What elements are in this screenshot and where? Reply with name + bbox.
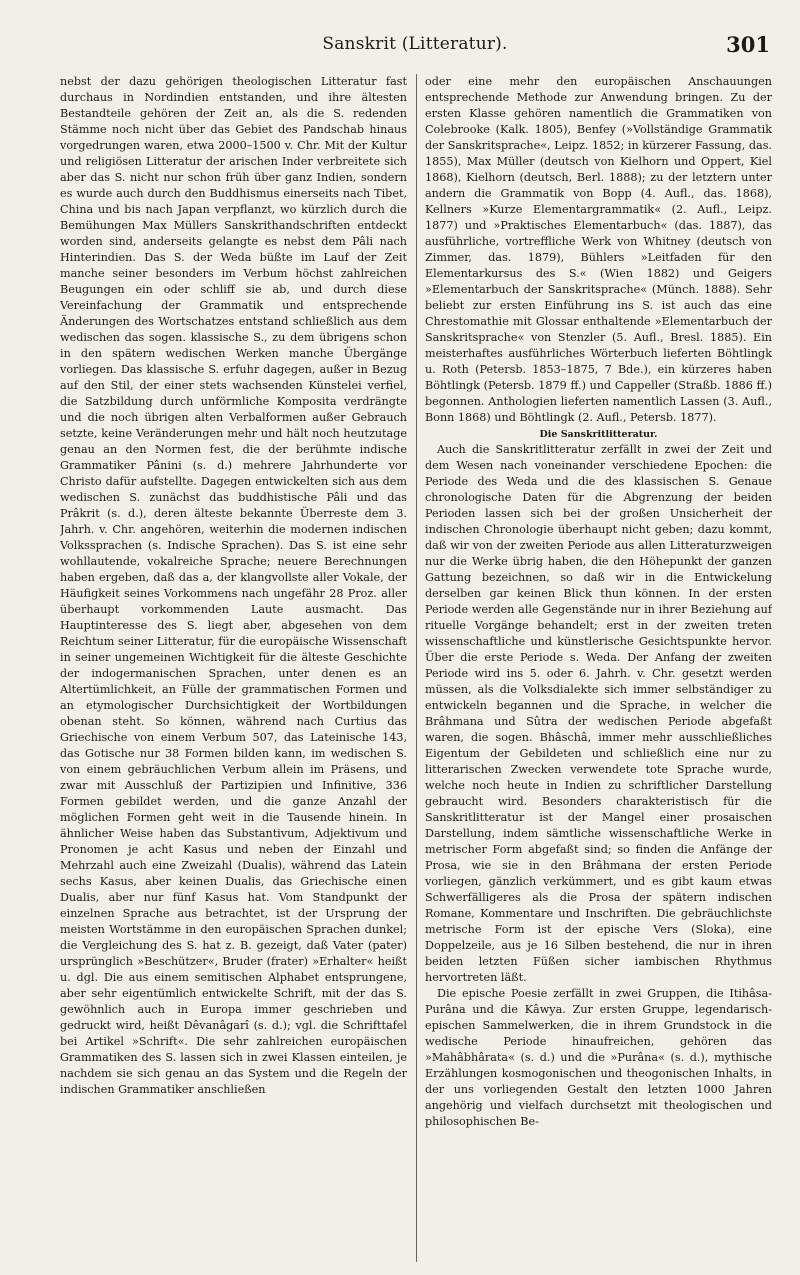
page-number: 301 bbox=[726, 32, 770, 57]
left-column bbox=[60, 74, 407, 1262]
text-columns bbox=[60, 74, 772, 1264]
paragraph: oder eine mehr den europäischen Anschauungen entsprechende Methode zur Anwendung bringen. Zu der ersten Klasse gehören namentlich die Grammatiken von Colebrooke (Kalk. 1805), Benfey (»Vollständige Grammatik der Sanskritsprache«, Leipz. 1852; in kürzerer Fassung, das. 1855), Max Müller (deutsch von Kielhorn und Oppert, Kiel 1868), Kielhorn (deutsch, Berl. 1888); zu der letztern unter andern die Grammatik von Bopp (4. Aufl., das. 1868), Kellners »Kurze Elementargrammatik« (2. Aufl., Leipz. 1877) und »Praktisches Elementarbuch« (das. 1887), das ausführliche, vortreffliche Werk von Whitney (deutsch von Zimmer, das. 1879), Bühlers »Leitfaden für den Elementarkursus des S.« (Wien 1882) und Geigers »Elementarbuch der Sanskritsprache« (Münch. 1888). Sehr beliebt zur ersten Einführung ins S. ist auch das eine Chrestomathie mit Glossar enthaltende »Elementarbuch der Sanskritsprache« von Stenzler (5. Aufl., Bresl. 1885). Ein meisterhaftes ausführliches Wörterbuch lieferten Böhtlingk u. Roth (Petersb. 1853–1875, 7 Bde.), ein kürzeres haben Böhtlingk (Petersb. 1879 ff.) und Cappeller (Straßb. 1886 ff.) begonnen. Anthologien lieferten namentlich Lassen (3. Aufl., Bonn 1868) und Böhtlingk (2. Aufl., Petersb. 1877). bbox=[425, 75, 772, 424]
paragraph: nebst der dazu gehörigen theologischen Litteratur fast durchaus in Nordindien entstanden, und ihre ältesten Bestandteile gehören der Zeit an, als die S. redenden Stämme noch nicht über das Gebiet des Pandschab hinaus vorgedrungen waren, etwa 2000–1500 v. Chr. Mit der Kultur und religiösen Litteratur der arischen Inder verbreitete sich aber das S. nicht nur schon früh über ganz Indien, sondern es wurde auch durch den Buddhismus einerseits nach Tibet, China und bis nach Japan verpflanzt, wo kürzlich durch die Bemühungen Max Müllers Sanskrithandschriften entdeckt worden sind, anderseits gelangte es nebst dem Pâli nach Hinterindien. Das S. der Weda büßte im Lauf der Zeit manche seiner besonders im Verbum höchst zahlreichen Beugungen ein oder schliff sie ab, und durch diese Vereinfachung der Grammatik und entsprechende Änderungen des Wortschatzes entstand schließlich aus dem wedischen das sogen. klassische S., zu dem übrigens schon in den spätern wedischen Werken manche Übergänge vorliegen. Das klassische S. erfuhr dagegen, außer in Bezug auf den Stil, der einer stets wachsenden Künstelei verfiel, die Satzbildung durch unförmliche Komposita verdrängte und die noch übrigen alten Verbalformen außer Gebrauch setzte, keine Veränderungen mehr und hält noch heutzutage genau an den Normen fest, die der berühmte indische Grammatiker Pânini (s. d.) mehrere Jahrhunderte vor Christo dafür aufstellte. Dagegen entwickelten sich aus dem wedischen S. zunächst das buddhistische Pâli und das Prâkrit (s. d.), deren älteste bekannte Überreste dem 3. Jahrh. v. Chr. angehören, weiterhin die modernen indischen Volkssprachen (s. Indische Sprachen). Das S. ist eine sehr wohllautende, vokalreiche Sprache; neuere Berechnungen haben ergeben, daß das a, der klangvollste aller Vokale, der Häufigkeit seines Vorkommens nach ungefähr 28 Proz. aller überhaupt vorkommenden Laute ausmacht. Das Hauptinteresse des S. liegt aber, abgesehen von dem Reichtum seiner Litteratur, für die europäische Wissenschaft in seiner ungemeinen Wichtigkeit für die älteste Geschichte der indogermanischen Sprachen, unter denen es an Altertümlichkeit, an Fülle der grammatischen Formen und an etymologischer Durchsichtigkeit der Wortbildungen obenan steht. So können, während nach Curtius das Griechische von einem Verbum 507, das Lateinische 143, das Gotische nur 38 Formen bilden kann, im wedischen S. von einem gebräuchlichen Verbum allein im Präsens, und zwar mit Ausschluß der Partizipien und Infinitive, 336 Formen gebildet werden, und die ganze Anzahl der möglichen Formen geht weit in die Tausende hinein. In ähnlicher Weise haben das Substantivum, Adjektivum und Pronomen je acht Kasus und neben der Einzahl und Mehrzahl auch eine Zweizahl (Dualis), während das Latein sechs Kasus, aber keinen Dualis, das Griechische einen Dualis, aber nur fünf Kasus hat. Vom Standpunkt der einzelnen Sprache aus betrachtet, ist der Ursprung der meisten Wortstämme in den europäischen Sprachen dunkel; die Vergleichung des S. hat z. B. gezeigt, daß Vater (pater) ursprünglich »Beschützer«, Bruder (frater) »Erhalter« heißt u. dgl. Die aus einem semitischen Alphabet entsprungene, aber sehr eigentümlich entwickelte Schrift, mit der das S. gewöhnlich auch in Europa immer geschrieben und gedruckt wird, heißt Dêvanâgarî (s. d.); vgl. die Schrifttafel bei Artikel »Schrift«. Die sehr zahlreichen europäischen Grammatiken des S. lassen sich in zwei Klassen einteilen, je nachdem sie sich genau an das System und die Regeln der indischen Grammatiker anschließen bbox=[60, 75, 407, 1096]
running-head: Sanskrit (Litteratur). bbox=[322, 34, 508, 54]
paragraph: Auch die Sanskritlitteratur zerfällt in zwei der Zeit und dem Wesen nach voneinander verschiedene Epochen: die Periode des Weda und die des klassischen S. Genaue chronologische Daten für die Abgrenzung der beiden Perioden lassen sich bei der großen Unsicherheit der indischen Chronologie überhaupt nicht geben; dazu kommt, daß wir von der zweiten Periode aus allen Litteraturzweigen nur die Werke übrig haben, die den Höhepunkt der ganzen Gattung bezeichnen, so daß wir in die Entwickelung derselben gar keinen Blick thun können. In der ersten Periode werden alle Gegenstände nur in ihrer Beziehung auf rituelle Vorgänge behandelt; erst in der zweiten treten wissenschaftliche und künstlerische Gesichtspunkte hervor. Über die erste Periode s. Weda. Der Anfang der zweiten Periode wird ins 5. oder 6. Jahrh. v. Chr. gesetzt werden müssen, als die Volksdialekte sich immer selbständiger zu entwickeln begannen und die Sprache, in welcher die Brâhmana und Sûtra der wedischen Periode abgefaßt waren, die sogen. Bhâschâ, immer mehr ausschließliches Eigentum der Gebildeten und schließlich eine nur zu litterarischen Zwecken verwendete tote Sprache wurde, welche noch heute in Indien zu schriftlicher Darstellung gebraucht wird. Besonders charakteristisch für die Sanskritlitteratur ist der Mangel einer prosaischen Darstellung, indem sämtliche wissenschaftliche Werke in metrischer Form abgefaßt sind; so finden die Anfänge der Prosa, wie sie in den Brâhmana der ersten Periode vorliegen, gänzlich verkümmert, und es gibt kaum etwas Schwerfälligeres als die Prosa der spätern indischen Romane, Kommentare und Inschriften. Die gebräuchlichste metrische Form ist der epische Vers (Sloka), eine Doppelzeile, aus je 16 Silben bestehend, die nur in ihren beiden letzten Füßen sicher iambischen Rhythmus hervortreten läßt. bbox=[425, 443, 772, 984]
right-column bbox=[425, 74, 772, 1262]
section-heading: Die Sanskritlitteratur. bbox=[539, 429, 658, 440]
paragraph: Die epische Poesie zerfällt in zwei Gruppen, die Itihâsa-Purâna und die Kâwya. Zur ersten Gruppe, legendarisch-epischen Sammelwerken, die in ihrem Grundstock in die wedische Periode hinaufreichen, gehören das »Mahâbhârata« (s. d.) und die »Purâna« (s. d.), mythische Erzählungen kosmogonischen und theogonischen Inhalts, in der uns vorliegenden Gestalt den letzten 1000 Jahren angehörig und vielfach durchsetzt mit theologischen und philosophischen Be- bbox=[425, 987, 772, 1128]
page-header bbox=[60, 34, 770, 64]
column-divider bbox=[416, 74, 417, 1262]
